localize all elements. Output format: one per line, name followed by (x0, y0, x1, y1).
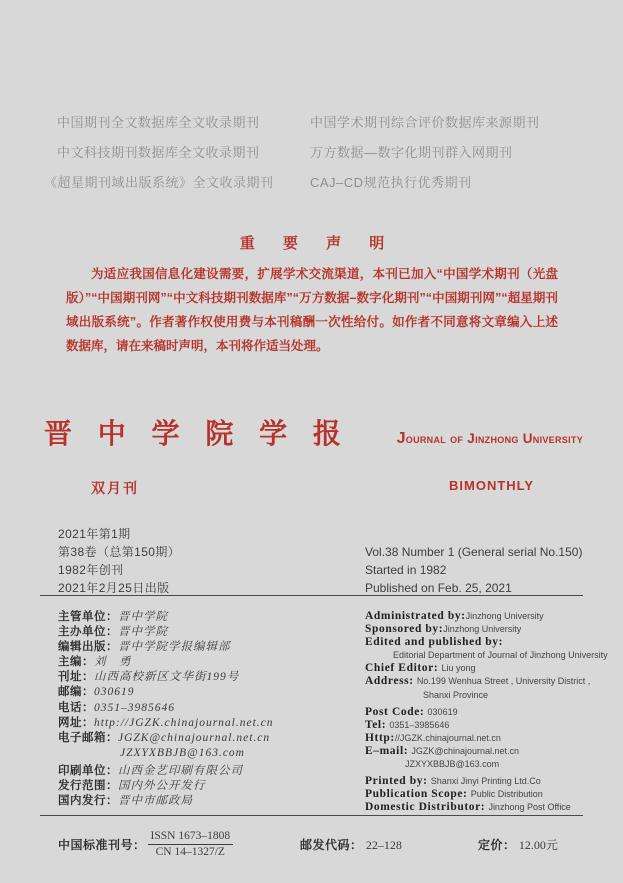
imprint-value: 晋中学院 (118, 626, 168, 639)
imprint-value: JZXYXBBJB@163.com (405, 759, 500, 770)
imprint-value: No.199 Wenhua Street , University District , (416, 676, 591, 687)
imprint-value: 晋中学院学报编辑部 (118, 641, 231, 654)
imprint-value: 0351–3985646 (94, 701, 175, 714)
imprint-row (365, 689, 608, 702)
issue-line: Vol.38 Number 1 (General serial No.150) (365, 545, 583, 559)
imprint-value: 山西高校新区文华街199号 (94, 671, 240, 684)
important-notice (66, 232, 558, 358)
indexing-item: 万方数据—数字化期刊群入网期刊 (310, 145, 513, 160)
masthead (44, 412, 583, 498)
imprint-value: Jinzhong Post Office (488, 802, 571, 813)
imprint-value: 国内外公开发行 (118, 780, 206, 793)
imprint-value: 晋中学院 (118, 611, 168, 623)
imprint-row (365, 649, 608, 662)
imprint-value: http://JGZK.chinajournal.net.cn (94, 716, 274, 729)
imprint-label: Sponsored by: (365, 623, 444, 636)
frequency-en: BIMONTHLY (449, 478, 535, 493)
divider-line (40, 815, 583, 816)
issn-number: ISSN 1673–1808 (148, 830, 234, 845)
issue-info-en (365, 543, 582, 597)
imprint-row (365, 745, 608, 758)
issn-fraction (148, 830, 234, 859)
imprint-row (365, 623, 608, 636)
imprint-value: 晋中市邮政局 (118, 795, 193, 808)
postal-value: 22–128 (365, 838, 402, 852)
imprint-label: 刊址： (58, 671, 94, 684)
imprint-value: Public Distribution (470, 789, 543, 800)
imprint-block (58, 610, 608, 814)
imprint-label: 邮编： (58, 686, 94, 699)
footer-bar (58, 830, 593, 870)
issue-info (58, 525, 583, 597)
issue-line: Published on Feb. 25, 2021 (365, 581, 512, 595)
imprint-row (365, 775, 608, 788)
imprint-row (365, 719, 608, 732)
imprint-label: Domestic Distributor: (365, 801, 486, 814)
imprint-label: 电话： (58, 701, 94, 714)
imprint-value: JZXYXBBJB@163.com (120, 746, 245, 759)
imprint-label: 主管单位： (58, 611, 118, 623)
imprint-label: Post Code: (365, 705, 425, 718)
imprint-row (365, 732, 608, 745)
postal-code (300, 836, 402, 853)
imprint-label: 编辑出版： (58, 641, 118, 654)
indexing-item: 中国期刊全文数据库全文收录期刊 (57, 115, 260, 130)
imprint-label: 国内发行： (58, 795, 118, 808)
imprint-value: Jinzhong University (443, 624, 522, 635)
imprint-label: 主办单位： (58, 626, 118, 639)
indexing-item: 中国学术期刊综合评价数据库来源期刊 (310, 115, 540, 130)
imprint-label: Printed by: (365, 775, 428, 788)
imprint-value: Editorial Department of Journal of Jinzhong University (393, 650, 608, 661)
cn-number: CN 14–1327/Z (155, 846, 225, 858)
imprint-value: 0351–3985646 (389, 719, 450, 730)
imprint-label: 主编： (58, 656, 94, 669)
imprint-row (365, 636, 608, 649)
imprint-label: E–mail: (365, 744, 409, 757)
imprint-value: JGZK@chinajournal.net.cn (118, 731, 271, 744)
imprint-row (365, 801, 608, 814)
issue-line: 2021年2月25日出版 (58, 581, 170, 595)
imprint-row (365, 788, 608, 801)
price-label: 定价： (478, 838, 516, 852)
indexing-list (44, 108, 593, 198)
imprint-row (365, 706, 608, 719)
imprint-label: 网址： (58, 716, 94, 729)
imprint-en-column (365, 610, 608, 814)
imprint-row (365, 610, 608, 623)
imprint-label: 印刷单位： (58, 764, 118, 777)
indexing-item: 《超星期刊域出版系统》全文收录期刊 (44, 175, 274, 190)
issue-line: Started in 1982 (365, 563, 447, 577)
indexing-item: CAJ–CD规范执行优秀期刊 (310, 175, 472, 190)
imprint-row (365, 758, 608, 771)
imprint-value: Liu yong (441, 663, 476, 674)
imprint-row (365, 675, 608, 688)
imprint-row (365, 662, 608, 675)
imprint-value: 030619 (427, 706, 458, 717)
imprint-value: JGZK@chinajournal.net.cn (411, 745, 520, 756)
imprint-label: 电子邮箱： (58, 731, 118, 744)
price (478, 836, 558, 853)
notice-title: 重 要 声 明 (239, 235, 397, 252)
price-value: 12.00元 (518, 838, 558, 852)
imprint-label: Publication Scope: (365, 788, 468, 801)
imprint-value: 山西金艺印刷有限公司 (118, 764, 243, 777)
frequency-cn: 双月刊 (91, 480, 139, 496)
issue-line: 第38卷（总第150期） (58, 545, 181, 559)
imprint-value: 刘 勇 (94, 656, 132, 669)
standard-serial-number (58, 830, 233, 859)
imprint-value: Shanxi Province (423, 689, 489, 700)
imprint-label: Edited and published by: (365, 636, 504, 649)
imprint-label: Chief Editor: (365, 662, 439, 675)
journal-title-en: Journal of Jinzhong University (396, 430, 583, 447)
issue-line: 1982年创刊 (58, 563, 124, 577)
imprint-value: Shanxi Jinyi Printing Ltd.Co (430, 776, 541, 787)
imprint-label: Address: (365, 675, 414, 688)
postal-label: 邮发代码： (300, 838, 363, 852)
imprint-value: Jinzhong University (465, 611, 544, 621)
imprint-label: Http: (365, 731, 395, 744)
imprint-label: 发行范围： (58, 780, 118, 793)
imprint-label: Tel: (365, 718, 387, 731)
imprint-value: //JGZK.chinajournal.net.cn (394, 732, 501, 743)
imprint-label: Administrated by: (365, 610, 466, 622)
notice-body: 为适应我国信息化建设需要，扩展学术交流渠道，本刊已加入“中国学术期刊（光盘版）”“中国期刊网”“中文科技期刊数据库”“万方数据–数字化期刊”“中国期刊网”“超星期刊域出版系统”。作者著作权使用费与本刊稿酬一次性给付。如作者不同意将文章编入上述数据库，请在来稿时声明，本刊将作适当处理。 (66, 267, 558, 353)
journal-title-cn: 晋 中 学 院 学 报 (44, 418, 350, 449)
issue-line: 2021年第1期 (58, 527, 131, 541)
imprint-value: 030619 (94, 686, 135, 699)
divider-line (40, 595, 583, 596)
indexing-item: 中文科技期刊数据库全文收录期刊 (57, 145, 260, 160)
issn-label: 中国标准刊号： (58, 838, 146, 852)
